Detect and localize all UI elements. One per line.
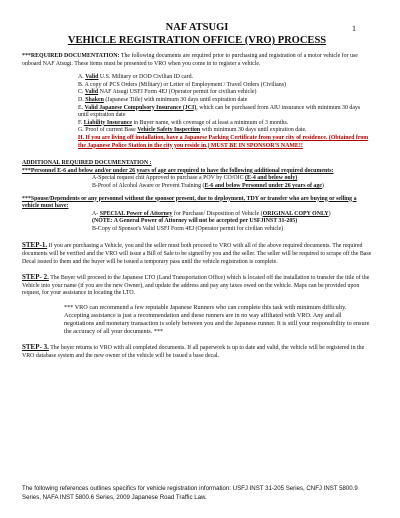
list-item: B-Proof of Alcohol Aware or Prevent Training (E-6 and below Personnel under 26 years of age) [92,182,324,189]
step-2: STEP- 2. The Buyer will proceed to the Japanese LTO (Land Transportation Office) which is located off the installation to transfer the title of the Vehicle into your name (if you are the new Owner), and update the address and pay any taxes owed on the vehicle. Maps can be provided upon request, for your assistance in locating the LTO. [22,273,370,297]
list-item: B. A copy of PCS Orders (Military) or Letter of Employment / Travel Orders (Civilians) [78,81,286,88]
document-title: NAF ATSUGI [165,22,229,33]
additional-docs-section [22,160,372,233]
list-item: D. Shaken (Japanese Title) with minimum 30 days until expiration date [78,96,248,103]
required-docs-lead: ***REQUIRED DOCUMENTATION: [22,53,120,59]
step-3-label: STEP- 3. [22,343,49,352]
list-item: F. Liability Insurance in Buyer name, with coverage of at least a minimum of 3 months. [78,119,289,126]
step-2-label: STEP- 2. [22,273,49,282]
list-item: A-Special request chit Approved to purchase a POV by CO/OIC (E-4 and below only) [92,175,298,182]
list-item: A- SPECIAL Power of Attorney for Purchase/ Disposition of Vehicle (ORIGINAL COPY ONLY) [92,210,331,217]
power-of-attorney-note: (NOTE: A General Power of Attorney will not be accepted per USFJINST 31-205) [92,218,298,225]
list-item: A. Valid U.S. Military or DOD Civilian ID card. [78,74,193,81]
list-item: G. Proof of current Base Vehicle Safety Inspection with minimum 30 days until expiration date. [78,127,307,134]
spouse-heading: ***Spouse/Dependents or any personnel without the sponsor present, due to deployment, TDY or transfer who are buying or selling a vehicle must have: [22,195,357,210]
parking-certificate-item: H. If you are living off installation, have a Japanese Parking Certificate from your city of residence. (Obtained from the Japanese Police Station in the city you reside in.) MUST BE IN SPONSOR'S NAME!! [78,134,369,149]
list-item: B-Copy of Sponsor's Valid USFJ Form 4EJ (Operator permit for civilian vehicle) [92,225,284,232]
document-subtitle: VEHICLE REGISTRATION OFFICE (VRO) PROCESS [67,35,327,46]
page-number: 1 [352,24,356,33]
step-3: STEP- 3. The buyer returns to VRO with all completed documents. If all paperwork is up to date and valid, the vehicle will be registered in the VRO database system and the new owner of the vehicle will be issued a base decal. [22,343,365,359]
references-footer: The following references outlines specifics for vehicle registration information: USFJ INST 31-205 Series, CNFJ INST 5800.9 Series, NAFA INST 5800.6 Series, 2009 Japanese Road Traffic Law. [22,485,358,501]
e6-heading: ***Personnel E-6 and below and/or under 26 years of age are required to have the following additional required documents: [22,167,334,174]
list-item: C. Valid NAF Atsugi USFJ Form 4EJ (Operator permit for civilian vehicle) [78,89,257,96]
additional-docs-heading: ADDITIONAL REQUIRED DOCUMENTATION : [22,160,152,167]
list-item: E. Valid Japanese Compulsory Insurance (JCI), which can be purchased from AIU insurance with minimum 30 days until expiration date [78,104,361,119]
required-docs-list [22,74,372,150]
required-docs-intro: ***REQUIRED DOCUMENTATION: The following documents are required prior to purchasing and registration of a motor vehicle for use onboard NAF Atsugi. These items must be presented to VRO when you come in to register a vehicle. [22,53,358,67]
step-1-label: STEP-1. [22,241,48,250]
step-1: STEP-1. If you are purchasing a Vehicle, you and the seller must both proceed to VRO with all of the above required documents. The required documents will be verified and the VRO will issue a Bill of Sale to be signed by you and the seller. The seller will be required to scrape off the Base Decal issued to them and the buyer will be issued a temporary pass until the vehicle registration is complete. [22,241,372,265]
runner-note: *** VRO can recommend a few reputable Japanese Runners who can complete this task with minimum difficulty. Accepting assistance is just a recommendation and these runners are in no way affiliated with VRO. Any and all negotiations and monetary transaction is solely between you and the Japanese runner. It is still your responsibility to ensure the accuracy of all your documents. *** [64,304,370,336]
